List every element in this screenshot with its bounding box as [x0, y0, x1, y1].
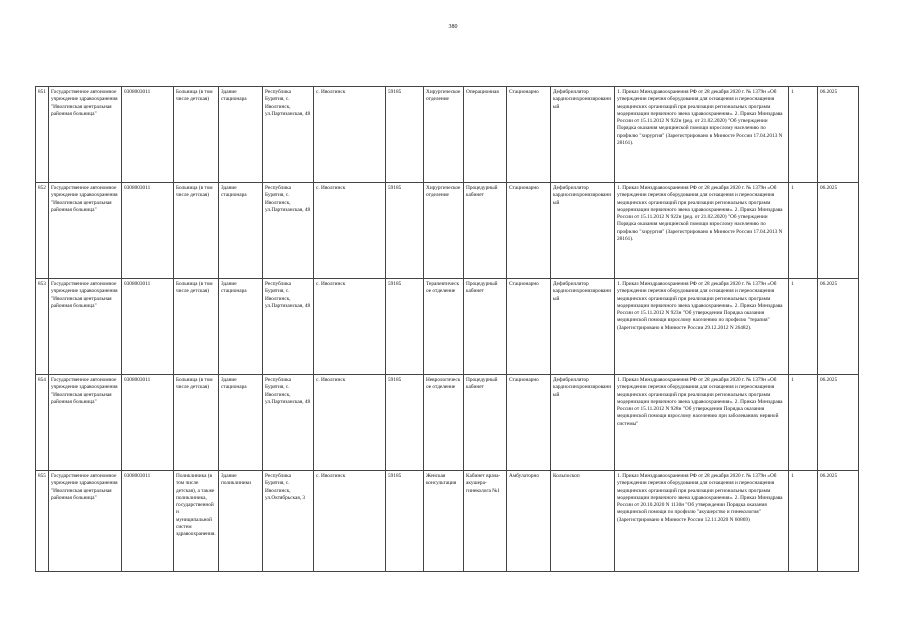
organization-cell: Государственное автономное учреждение здравоохранения "Иволгинская центральная районная больница" — [49, 471, 122, 572]
care-form-cell: Стационарно — [507, 279, 551, 375]
facility-type-cell: Больница (в том числе детская) — [174, 87, 219, 183]
row-number-cell: 855 — [36, 471, 49, 572]
department-cell: Хирургическое отделение — [424, 183, 464, 279]
department-cell: Хирургическое отделение — [424, 87, 464, 183]
legal-basis-cell: 1. Приказ Минздравоохранения РФ от 28 декабря 2020 г. № 1379н «Об утверждении перечня оборудования для оснащения и переоснащения медицинских организаций при реализации региональных программ модернизации первичного звена здравоохранения». 2. Приказ Минздрава России от 15.11.2012 N 928н "Об утверждении Порядка оказания медицинской помощи взрослому населению при заболеваниях нервной системы" — [615, 375, 789, 471]
table-row — [36, 87, 859, 183]
facility-type-cell: Больница (в том числе детская) — [174, 183, 219, 279]
building-cell: Здание стационара — [219, 87, 263, 183]
facility-type-cell: Больница (в том числе детская) — [174, 375, 219, 471]
date-cell: 06.2025 — [818, 471, 859, 572]
table-row — [36, 279, 859, 375]
equipment-cell: Кольпоскоп — [551, 471, 615, 572]
inn-cell: 0308003011 — [122, 183, 174, 279]
care-form-cell: Стационарно — [507, 87, 551, 183]
equipment-cell: Дефибриллятор кардиосинхронизированный — [551, 183, 615, 279]
room-cell: Операционная — [464, 87, 507, 183]
table-row — [36, 471, 859, 572]
page-number: 380 — [448, 24, 458, 30]
equipment-cell: Дефибриллятор кардиосинхронизированный — [551, 87, 615, 183]
oktmo-code-cell: 59185 — [386, 87, 424, 183]
quantity-cell: 1 — [789, 279, 818, 375]
address-cell: Республика Бурятия, с. Иволгинск, ул.Партизанская, 48 — [263, 183, 314, 279]
department-cell: Неврологическое отделение — [424, 375, 464, 471]
equipment-cell: Дефибриллятор кардиосинхронизированный — [551, 375, 615, 471]
row-number-cell: 852 — [36, 183, 49, 279]
inn-cell: 0308003011 — [122, 279, 174, 375]
date-cell: 06.2025 — [818, 375, 859, 471]
locality-cell: с. Иволгинск — [314, 279, 386, 375]
address-cell: Республика Бурятия, с. Иволгинск, ул.Партизанская, 48 — [263, 87, 314, 183]
locality-cell: с. Иволгинск — [314, 87, 386, 183]
row-number-cell: 853 — [36, 279, 49, 375]
address-cell: Республика Бурятия, с. Иволгинск, ул.Партизанская, 48 — [263, 375, 314, 471]
organization-cell: Государственное автономное учреждение здравоохранения "Иволгинская центральная районная больница" — [49, 87, 122, 183]
legal-basis-cell: 1. Приказ Минздравоохранения РФ от 28 декабря 2020 г. № 1379н «Об утверждении перечня оборудования для оснащения и переоснащения медицинских организаций при реализации региональных программ модернизации первичного звена здравоохранения». 2. Приказ Минздрава России от 15.11.2012 N 922н (ред. от 21.02.2020) "Об утверждении Порядка оказания медицинской помощи взрослому населению по профилю "хирургия" (Зарегистрировано в Минюсте России 17.04.2013 N 28161). — [615, 183, 789, 279]
inn-cell: 0308003011 — [122, 375, 174, 471]
care-form-cell: Амбулаторно — [507, 471, 551, 572]
building-cell: Здание стационара — [219, 183, 263, 279]
department-cell: Женская консультация — [424, 471, 464, 572]
facility-type-cell: Больница (в том числе детская) — [174, 279, 219, 375]
date-cell: 06.2025 — [818, 183, 859, 279]
locality-cell: с. Иволгинск — [314, 183, 386, 279]
equipment-table — [35, 86, 859, 572]
quantity-cell: 1 — [789, 471, 818, 572]
date-cell: 06.2025 — [818, 279, 859, 375]
organization-cell: Государственное автономное учреждение здравоохранения "Иволгинская центральная районная больница" — [49, 375, 122, 471]
organization-cell: Государственное автономное учреждение здравоохранения "Иволгинская центральная районная больница" — [49, 183, 122, 279]
department-cell: Терапевтическое отделение — [424, 279, 464, 375]
table-row — [36, 375, 859, 471]
oktmo-code-cell: 59185 — [386, 183, 424, 279]
building-cell: Здание стационара — [219, 375, 263, 471]
row-number-cell: 854 — [36, 375, 49, 471]
legal-basis-cell: 1. Приказ Минздравоохранения РФ от 28 декабря 2020 г. № 1379н «Об утверждении перечня оборудования для оснащения и переоснащения медицинских организаций при реализации региональных программ модернизации первичного звена здравоохранения». 2. Приказ Минздрава России от 15.11.2012 N 923н "Об утверждении Порядка оказания медицинской помощи взрослому населению по профилю "терапия" (Зарегистрировано в Минюсте России 29.12.2012 N 26482). — [615, 279, 789, 375]
table-row — [36, 183, 859, 279]
building-cell: Здание стационара — [219, 279, 263, 375]
date-cell: 06.2025 — [818, 87, 859, 183]
quantity-cell: 1 — [789, 375, 818, 471]
oktmo-code-cell: 59185 — [386, 375, 424, 471]
inn-cell: 0308003011 — [122, 87, 174, 183]
care-form-cell: Стационарно — [507, 375, 551, 471]
locality-cell: с. Иволгинск — [314, 375, 386, 471]
oktmo-code-cell: 59185 — [386, 471, 424, 572]
quantity-cell: 1 — [789, 183, 818, 279]
equipment-cell: Дефибриллятор кардиосинхронизированный — [551, 279, 615, 375]
care-form-cell: Стационарно — [507, 183, 551, 279]
organization-cell: Государственное автономное учреждение здравоохранения "Иволгинская центральная районная больница" — [49, 279, 122, 375]
facility-type-cell: Поликлиника (в том числе детская), а также поликлиника, государственной и муниципальной систем здравоохранения. — [174, 471, 219, 572]
room-cell: Процедурный кабинет — [464, 183, 507, 279]
room-cell: Процедурный кабинет — [464, 279, 507, 375]
locality-cell: с. Иволгинск — [314, 471, 386, 572]
room-cell: Процедурный кабинет — [464, 375, 507, 471]
legal-basis-cell: 1. Приказ Минздравоохранения РФ от 28 декабря 2020 г. № 1379н «Об утверждении перечня оборудования для оснащения и переоснащения медицинских организаций при реализации региональных программ модернизации первичного звена здравоохранения». 2. Приказ Минздрава России от 20.10.2020 N 1130н "Об утверждении Порядка оказания медицинской помощи по профилю "акушерство и гинекология" (Зарегистрировано в Минюсте России 12.11.2020 N 60869) — [615, 471, 789, 572]
legal-basis-cell: 1. Приказ Минздравоохранения РФ от 28 декабря 2020 г. № 1379н «Об утверждении перечня оборудования для оснащения и переоснащения медицинских организаций при реализации региональных программ модернизации первичного звена здравоохранения». 2. Приказ Минздрава России от 15.11.2012 N 922н (ред. от 21.02.2020) "Об утверждении Порядка оказания медицинской помощи взрослому населению по профилю "хирургия" (Зарегистрировано в Минюсте России 17.04.2013 N 28161). — [615, 87, 789, 183]
quantity-cell: 1 — [789, 87, 818, 183]
building-cell: Здание поликлиники — [219, 471, 263, 572]
row-number-cell: 851 — [36, 87, 49, 183]
oktmo-code-cell: 59185 — [386, 279, 424, 375]
address-cell: Республика Бурятия, с. Иволгинск, ул.Партизанская, 48 — [263, 279, 314, 375]
inn-cell: 0308003011 — [122, 471, 174, 572]
address-cell: Республика Бурятия, с. Иволгинск, ул.Октябрьская, 3 — [263, 471, 314, 572]
room-cell: Кабинет врача-акушера-гинеколога №1 — [464, 471, 507, 572]
